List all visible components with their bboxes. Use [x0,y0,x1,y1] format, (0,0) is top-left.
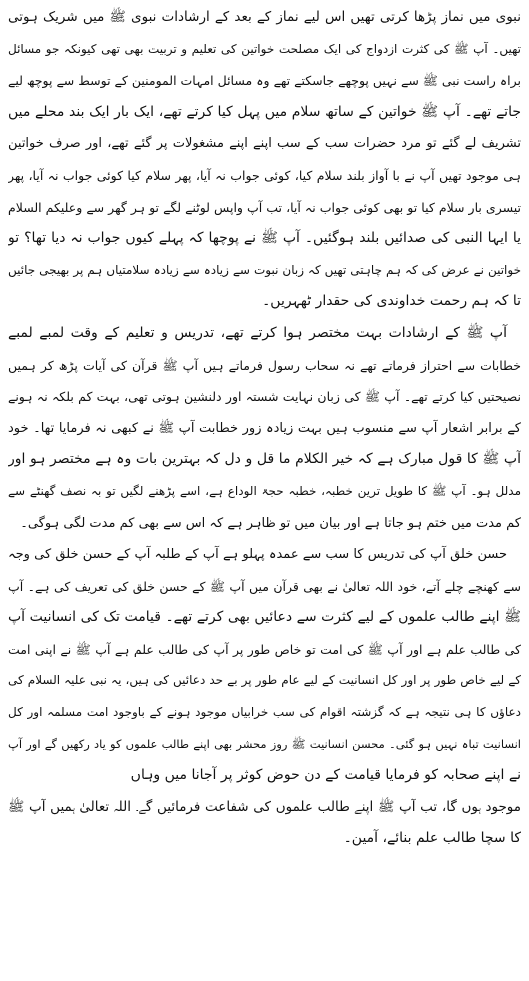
text-line: خطابات سے احتراز فرماتے تھے نہ سحاب رسول فرماتے ہیں آپ ﷺ قرآن کی آیات پڑھ کر ہمیں [8,357,521,373]
text-line: تشریف لے گئے تو مرد حضرات سب کے سب اپنے اپنے مشغولات پر گئے تھے، اور صرف خواتین [8,136,521,152]
text-line: کا سچا طالب علم بنائے، آمین۔ [343,830,521,847]
text-line: تا کہ ہم رحمت خداوندی کی حقدار ٹھہریں۔ [262,293,521,310]
text-line: دعاؤں کا ہی نتیجہ ہے کہ گزشتہ اقوام کی سب خرابیاں موجود ہونے کے باوجود امت مسلمہ اور کل [8,705,521,720]
text-line: خواتین نے عرض کی کہ ہم چاہتی تھیں کہ زبان نبوت سے زیادہ سے زیادہ سلامتیاں ہم پر بھیجی جائیں [8,262,521,277]
text-line: آپ ﷺ کے ارشادات بہت مختصر ہوا کرتے تھے، تدریس و تعلیم کے وقت لمبے لمبے [8,324,507,341]
text-line: جاتے تھے۔ آپ ﷺ خواتین کے ساتھ سلام میں پہل کیا کرتے تھے، ایک بار ایک بند محلے میں [8,103,521,120]
text-line: تھیں۔ آپ ﷺ کی کثرت ازدواج کی ایک مصلحت خواتین کی تعلیم و تربیت بھی تھی کیونکہ جو مسائل [8,41,521,56]
text-line: حسن خلق آپ کی تدریس کا سب سے عمدہ پہلو ہے آپ کے طلبہ آپ کے حسن خلق کی وجہ [8,547,507,563]
text-line: نصیحتیں کیا کرتے تھے۔ آپ ﷺ کی زبان نہایت شستہ اور دلنشین ہوتی تھی، بہت کم بلکہ نہ ہونے [8,389,521,405]
text-line: نے اپنے صحابہ کو فرمایا قیامت کے دن حوض کوثر پر آجانا میں وہاں [130,767,521,784]
text-line: ہی موجود تھیں آپ نے با آواز بلند سلام کیا، کوئی جواب نہ آیا، پھر سلام کیا کوئی جواب نہ آیا، پھر [8,167,521,183]
paragraph-1 [8,2,521,318]
text-line: آپ ﷺ کا قول مبارک ہے کہ خیر الکلام ما قل و دل کہ بہترین بات وہ ہے مختصر ہو اور [8,451,521,468]
text-line: کے لیے خاص طور پر اور کل انسانیت کے لیے عام طور پر بے حد دعائیں کی ہیں، یہ نبی علیہ السلام کی [8,673,521,688]
text-line: تیسری بار سلام کیا تو بھی کوئی جواب نہ آیا، تب آپ واپس لوٹنے لگے تو ہر گھر سے وعلیکم السلام [8,199,521,215]
text-line: سے کھنچے چلے آتے، خود اللہ تعالیٰ نے بھی قرآن میں آپ ﷺ کے حسن خلق کی تعریف کی ہے۔ آپ [8,578,521,594]
text-line: کے برابر اشعار آپ سے منسوب ہیں بہت زیادہ زور خطابت آپ ﷺ نے کبھی نہ فرمایا تھا۔ خود [8,420,521,436]
text-line: نبوی میں نماز پڑھا کرتی تھیں اس لیے نماز کے بعد کے ارشادات نبوی ﷺ میں شریک ہوتی [8,9,521,25]
text-line: موجود ہوں گا، تب آپ ﷺ اپنے طالب علموں کی شفاعت فرمائیں گے۔ اللہ تعالیٰ ہمیں آپ ﷺ [8,798,521,815]
text-line: انسانیت تباہ نہیں ہو گئی۔ محسن انسانیت ﷺ روز محشر بھی اپنے طالب علموں کو یاد رکھیں گے اور آپ [8,736,521,751]
text-line: ﷺ اپنے طالب علموں کے لیے کثرت سے دعائیں بھی کرتے تھے۔ قیامت تک کی انسانیت آپ [8,609,521,626]
text-line: کی طالب علم ہے اور آپ ﷺ کی امت تو خاص طور پر آپ کی طالب علم ہے آپ ﷺ نے اپنی امت [8,641,521,657]
text-line: یا ایہا النبی کی صدائیں بلند ہوگئیں۔ آپ ﷺ نے پوچھا کہ پہلے کیوں جواب نہ دیا تھا؟ تو [8,230,521,247]
paragraph-2 [8,318,521,539]
text-line: براہ راست نبی ﷺ سے نہیں پوچھے جاسکتے تھے وہ مسائل امہات المومنین کے توسط سے پوچھ لیے [8,73,521,89]
text-line: مدلل ہو۔ آپ ﷺ کا طویل ترین خطبہ، خطبہ حجۃ الوداع ہے، اسے پڑھنے لگیں تو بہ نصف گھنٹے سے [8,483,521,498]
text-line: کم مدت میں ختم ہو جاتا ہے اور بیان میں تو ظاہر ہے کہ اس سے بھی کم مدت لگی ہوگی۔ [20,515,521,531]
paragraph-3 [8,539,521,855]
